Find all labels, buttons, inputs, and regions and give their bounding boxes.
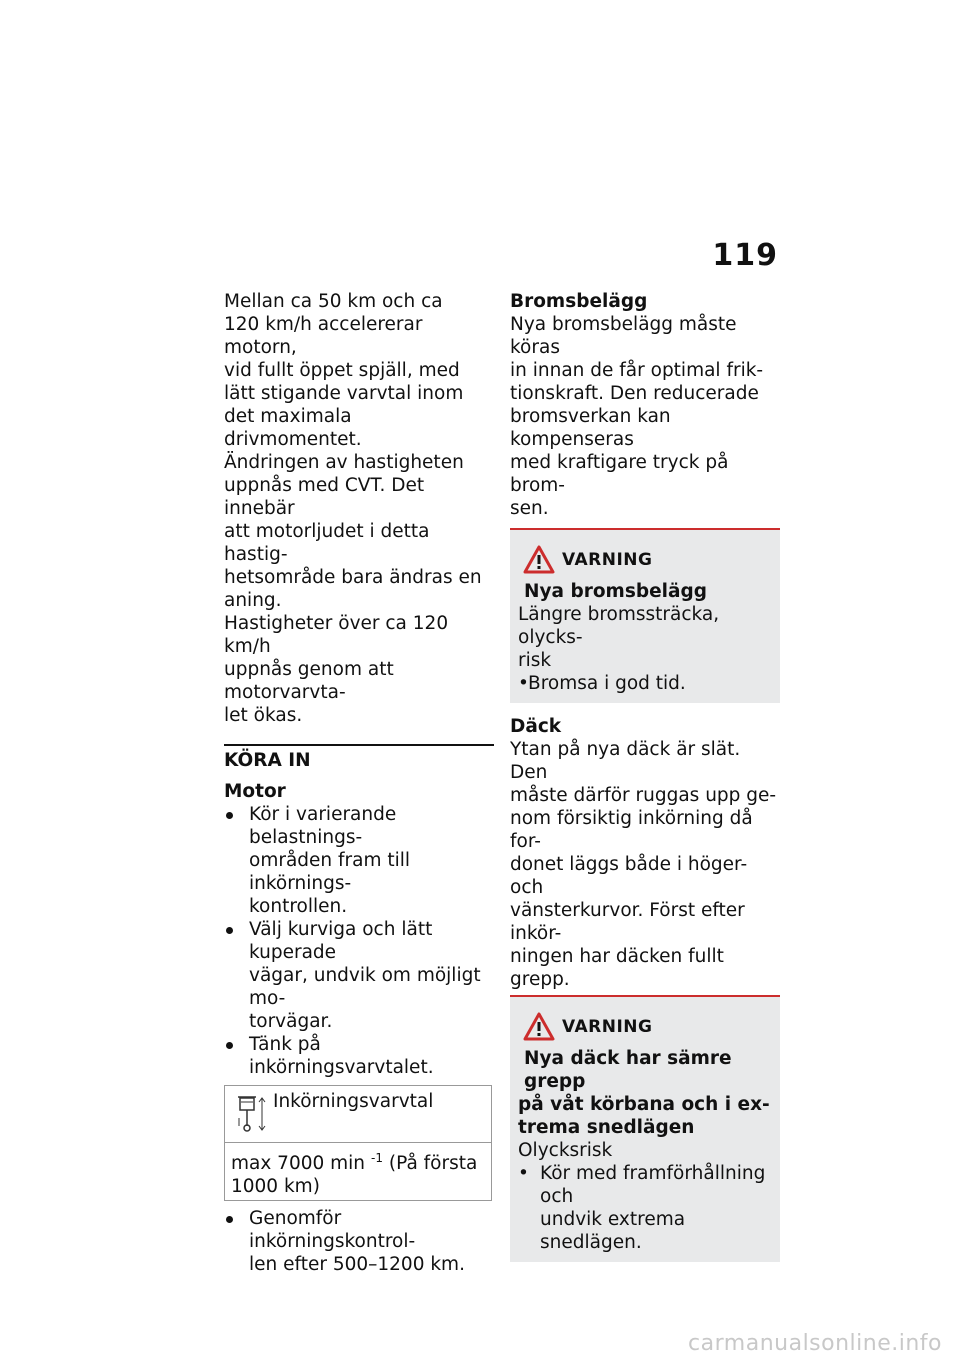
left-column: [224, 290, 494, 1276]
warning-box-tires: [510, 995, 780, 1262]
intro-paragraph: Mellan ca 50 km och ca 120 km/h accelererar motorn, vid fullt öppet spjäll, med lätt stigande varvtal inom det maximala drivmomentet. Ändringen av hastigheten uppnås med CVT. Det innebär att motorljudet i detta hastig- hetsområde bara ändras en aning.: [224, 291, 482, 611]
break-in-list: [224, 803, 494, 1079]
warning-text: Olycksrisk: [518, 1140, 613, 1161]
list-item: • Kör med framförhållning och undvik extrema snedlägen.: [518, 1162, 770, 1254]
warning-title: Nya bromsbelägg: [524, 581, 707, 602]
tires-heading: Däck: [510, 716, 562, 737]
list-item: • Bromsa i god tid.: [518, 672, 770, 695]
speed-paragraph: Hastigheter över ca 120 km/h uppnås genom att motorvarvta- let ökas.: [224, 613, 449, 726]
brakes-paragraph: Nya bromsbelägg måste köras in innan de får optimal frik- tionskraft. Den reducerade bromsverkan kan kompenseras med kraftigare tryck på brom- sen.: [510, 314, 764, 519]
brakes-heading: Bromsbelägg: [510, 291, 648, 312]
engine-piston-icon: [237, 1092, 267, 1144]
warning-label: VARNING: [562, 1017, 653, 1037]
watermark: carmanualsonline.info: [688, 1331, 942, 1356]
warning-title: Nya däck har sämre grepp: [524, 1048, 732, 1092]
spec-label: Inkörningsvarvtal: [273, 1091, 434, 1112]
spec-header: [225, 1086, 491, 1143]
warning-header: [518, 546, 770, 580]
warning-list: [518, 1162, 770, 1254]
warning-box-brakes: [510, 528, 780, 703]
list-item: Kör i varierande belastnings- områden fram till inkörnings- kontrollen.: [224, 803, 494, 918]
warning-triangle-icon: [522, 544, 556, 582]
warning-list: [518, 672, 770, 695]
section-title: KÖRA IN: [224, 744, 494, 772]
break-in-rpm-table: [224, 1085, 492, 1201]
subsection-title: Motor: [224, 781, 286, 802]
warning-triangle-icon: [522, 1011, 556, 1049]
warning-title-cont: på våt körbana och i ex- trema snedlägen: [518, 1094, 770, 1138]
list-item: Välj kurviga och lätt kuperade vägar, undvik om möjligt mo- torvägar.: [224, 918, 494, 1033]
right-column: [510, 290, 780, 1262]
warning-text: Längre bromssträcka, olycks- risk: [518, 604, 720, 671]
warning-header: [518, 1013, 770, 1047]
list-item: Tänk på inkörningsvarvtalet.: [224, 1033, 494, 1079]
warning-label: VARNING: [562, 550, 653, 570]
page-number: 119: [712, 238, 778, 273]
tires-paragraph: Ytan på nya däck är slät. Den måste därför ruggas upp ge- nom försiktig inkörning då for- donet läggs både i höger- och vänsterkurvor. Först efter inkör- ningen har däcken fullt grepp.: [510, 739, 777, 990]
break-in-list-end: [224, 1207, 494, 1276]
spec-value: max 7000 min $^{-1}$ (På första 1000 km): [231, 1151, 478, 1197]
list-item: Genomför inkörningskontrol- len efter 500–1200 km.: [224, 1207, 494, 1276]
